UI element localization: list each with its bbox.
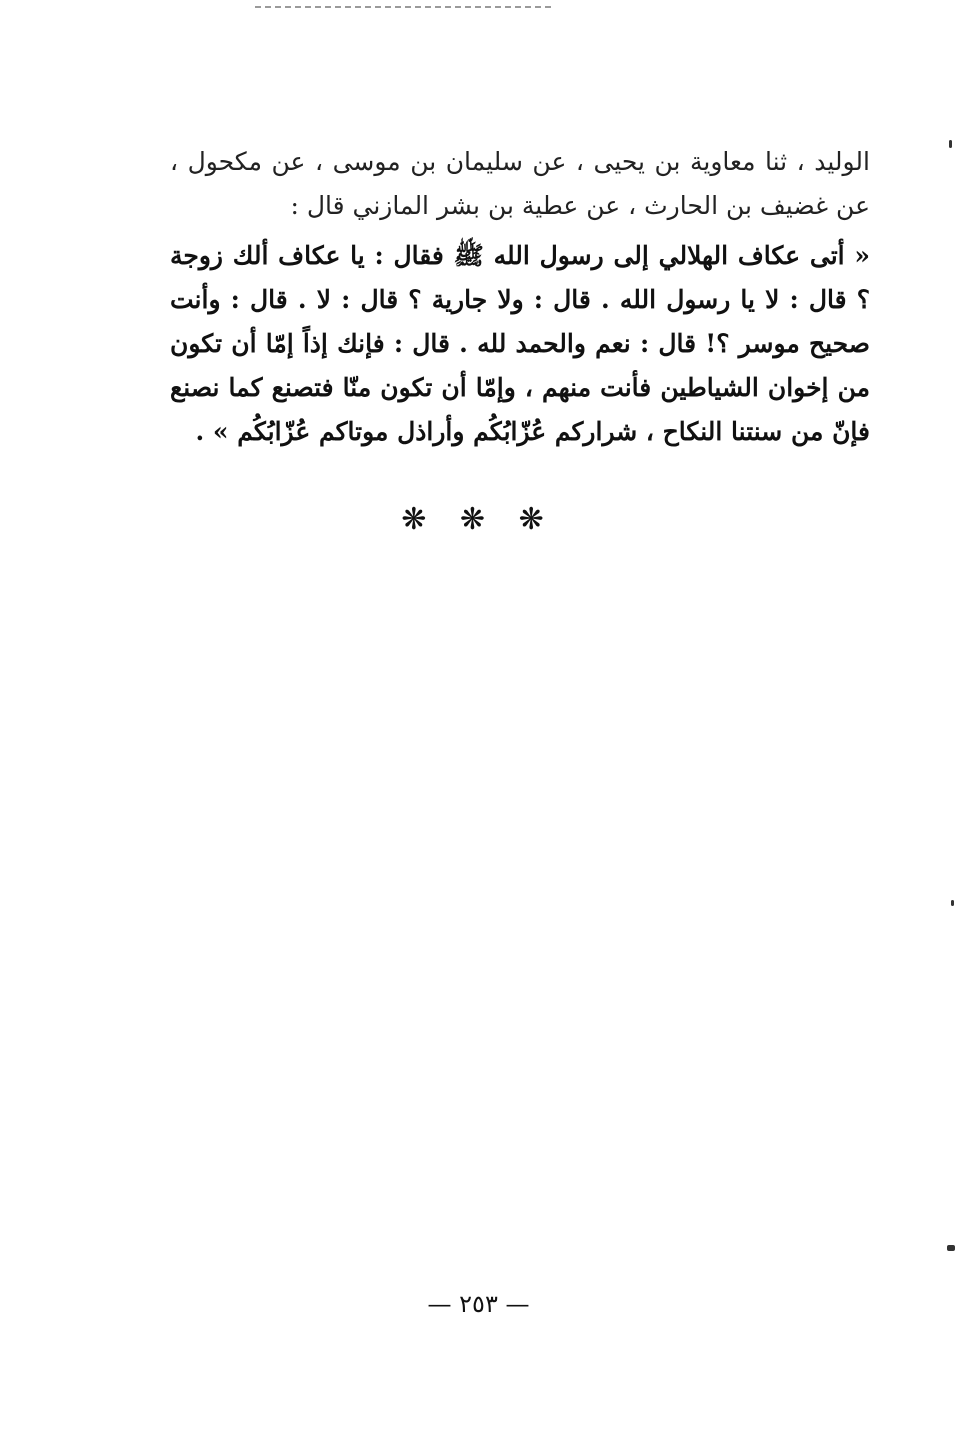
scan-speck-right-mid xyxy=(951,900,954,906)
scan-top-rule xyxy=(255,6,551,8)
section-separator: ❋ ❋ ❋ xyxy=(401,502,556,537)
isnad-paragraph: الوليد ، ثنا معاوية بن يحيى ، عن سليمان بن موسى ، عن مكحول ، عن غضيف بن الحارث ، عن عطية بن بشر المازني قال : xyxy=(170,147,870,220)
scan-speck-right-low xyxy=(947,1245,955,1251)
page-body xyxy=(170,140,870,454)
scan-speck-right-top xyxy=(949,140,952,148)
page-number: — ٢٥٣ — xyxy=(427,1290,530,1318)
hadith-paragraph: « أتى عكاف الهلالي إلى رسول الله ﷺ فقال : يا عكاف ألك زوجة ؟ قال : لا يا رسول الله . قال : ولا جارية ؟ قال : لا . قال : وأنت صحيح موسر ؟! قال : نعم والحمد لله . قال : فإنك إذاً إمّا أن تكون من إخوان الشياطين فأنت منهم ، وإمّا أن تكون منّا فتصنع كما نصنع فإنّ من سنتنا النكاح ، شراركم عُزّابُكُم وأراذل موتاكم عُزّابُكُم » . xyxy=(170,241,870,446)
